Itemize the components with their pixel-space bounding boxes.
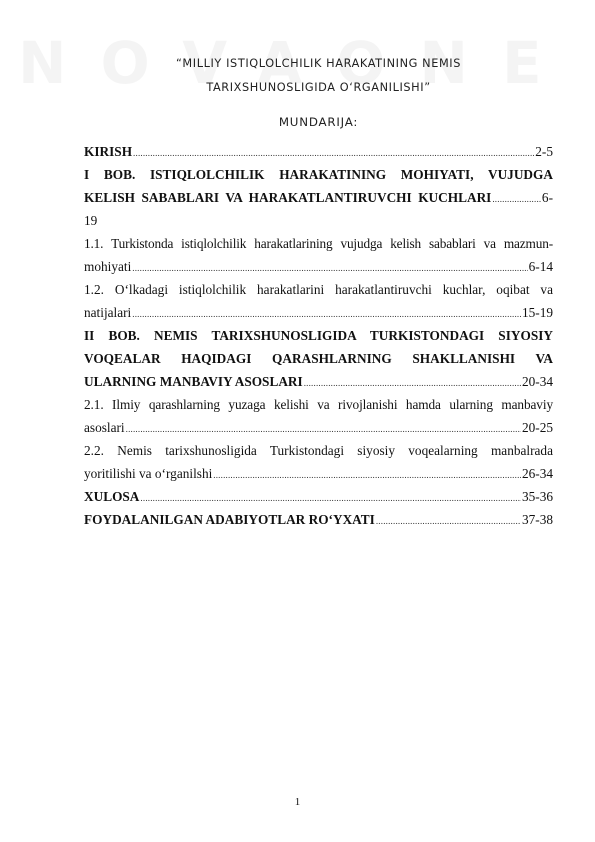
toc-chapter-2-line-2[interactable]: VOQEALAR HAQIDAGI QARASHLARNING SHAKLLANISHI VA: [84, 351, 553, 366]
toc-section-1-2-line-1[interactable]: 1.2. O‘lkadagi istiqlolchilik harakatlarini harakatlantiruvchi kuchlar, oqibat va: [84, 282, 553, 297]
toc-entry-label: ULARNING MANBAVIY ASOSLARI: [84, 374, 303, 389]
contents-heading: MUNDARIJA:: [278, 115, 359, 129]
toc-section-2-2-line-1[interactable]: 2.2. Nemis tarixshunosligida Turkistondagi siyosiy voqealarning manbalrada: [84, 443, 553, 458]
toc-chapter-2-line-3[interactable]: [84, 370, 553, 393]
toc-entry-label: natijalari: [84, 305, 132, 320]
toc-entry-label: yoritilishi va o‘rganilshi: [84, 466, 213, 481]
thesis-title-line-2: TARIXSHUNOSLIGIDA O‘RGANILISHI”: [206, 81, 431, 94]
toc-entry-bibliography[interactable]: [84, 508, 553, 531]
leader-dots: [140, 487, 521, 510]
toc-entry-label: XULOSA: [84, 489, 140, 504]
toc-entry-label: mohiyati: [84, 259, 132, 274]
toc-section-2-1-line-1[interactable]: 2.1. Ilmiy qarashlarning yuzaga kelishi va rivojlanishi hamda ularning manbaviy: [84, 397, 553, 412]
toc-chapter-1-line-2[interactable]: [84, 186, 553, 209]
toc-entry-xulosa[interactable]: [84, 485, 553, 508]
toc-chapter-2-line-1[interactable]: II BOB. NEMIS TARIXSHUNOSLIGIDA TURKISTONDAGI SIYOSIY: [84, 328, 553, 343]
toc-entry-label: KIRISH: [84, 144, 133, 159]
toc-section-2-1-line-2[interactable]: [84, 416, 553, 439]
toc-page-range: 2-5: [535, 144, 553, 159]
leader-dots: [132, 303, 521, 326]
toc-section-1-1-line-2[interactable]: [84, 255, 553, 278]
leader-dots: [132, 257, 527, 280]
thesis-title-line-1: “MILLIY ISTIQLOLCHILIK HARAKATINING NEMIS: [175, 57, 462, 70]
toc-section-2-2-line-2[interactable]: [84, 462, 553, 485]
toc-entry-label: KELISH SABABLARI VA HARAKATLANTIRUVCHI KUCHLARI: [84, 190, 492, 205]
leader-dots: [304, 372, 521, 395]
leader-dots: [376, 510, 521, 533]
toc-page-range: 6-14: [528, 259, 553, 274]
toc-section-1-2-line-2[interactable]: [84, 301, 553, 324]
toc-entry-kirish[interactable]: [84, 140, 553, 163]
toc-page-range: 35-36: [521, 489, 553, 504]
toc-page-range: 26-34: [521, 466, 553, 481]
toc-page-range: 37-38: [521, 512, 553, 527]
toc-chapter-1-line-1[interactable]: I BOB. ISTIQLOLCHILIK HARAKATINING MOHIYATI, VUJUDGA: [84, 167, 553, 182]
toc-page-range: 20-34: [521, 374, 553, 389]
toc-entry-label: asoslari: [84, 420, 125, 435]
toc-page-range: 15-19: [521, 305, 553, 320]
page-number: 1: [294, 796, 301, 808]
leader-dots: [126, 418, 521, 441]
toc-entry-label: FOYDALANILGAN ADABIYOTLAR RO‘YXATI: [84, 512, 375, 527]
toc-chapter-1-page-cont: 19: [84, 213, 98, 228]
toc-section-1-1-line-1[interactable]: 1.1. Turkistonda istiqlolchilik harakatlarining vujudga kelish sabablari va mazmun-: [84, 236, 553, 251]
leader-dots: [213, 464, 521, 487]
leader-dots: [492, 188, 541, 211]
toc-page-range: 6-: [541, 190, 553, 205]
toc-page-range: 20-25: [521, 420, 553, 435]
leader-dots: [133, 142, 534, 165]
